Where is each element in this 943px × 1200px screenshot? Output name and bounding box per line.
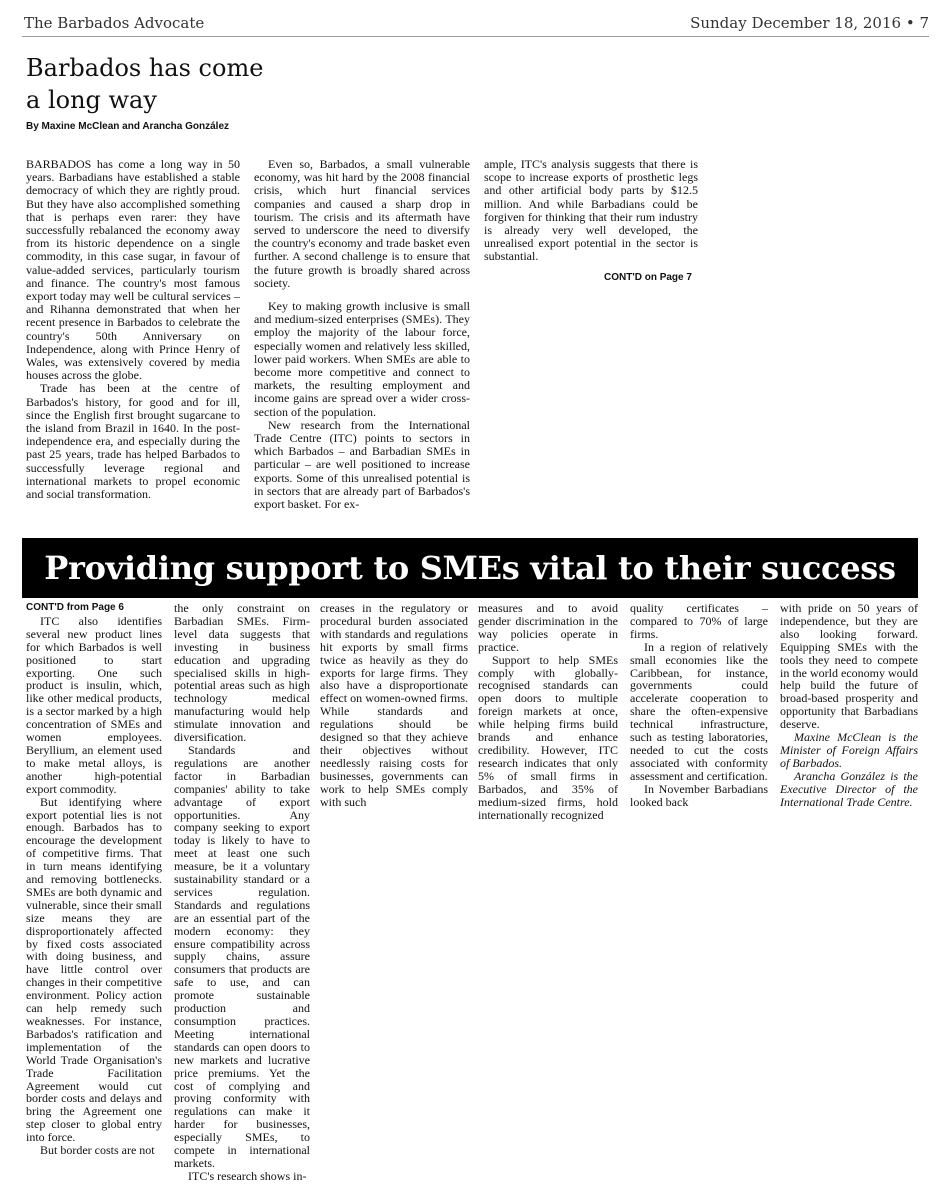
paragraph: But identifying where export potential lies is not enough. Barbados has to encourage the development of competitive firms. That in turn means identifying and removing bottlenecks. SMEs are both dynamic and vulnerable, since their small size means they are disproportionately affected by fixed costs associated with doing business, and have little control over changes in their competitive environment. Policy action can help remedy such weaknesses. For instance, Barbados's ratification and implementation of the World Trade Organisation's Trade Facilitation Agreement would cut border costs and delays and bring the Agreement one step closer to global entry into force. <box>26 794 162 1145</box>
paragraph: In a region of relatively small economies like the Caribbean, for instance, governments could accelerate cooperation to share the often-expensive technical infrastructure, such as testing laboratories, needed to cut the costs associated with conformity assessment and certification. <box>630 639 768 783</box>
paragraph: ample, ITC's analysis suggests that there is scope to increase exports of prosthetic legs and other artificial body parts by $12.5 million. And while Barbadians could be forgiven for thinking that their rum industry is already very well developed, the unrealised export potential in the sector is substantial. <box>484 157 698 264</box>
masthead <box>0 0 943 40</box>
article2-column-5 <box>630 602 768 809</box>
paragraph: with pride on 50 years of independence, but they are also looking forward. Equipping SMEs with the tools they need to compete in the world economy would help build the future of broad-based prosperity and opportunity that Barbadians deserve. <box>780 601 918 732</box>
paragraph: BARBADOS has come a long way in 50 years. Barbadians have established a stable democracy of which they are rightly proud. But they have also accomplished something that is perhaps even rarer: they have successfully rebalanced the economy away from its historic dependence on a single commodity, in this case sugar, in favour of value-added services, particularly tourism and finance. The country's most famous export today may well be cultural services – and Rihanna demonstrated that when her recent presence in Barbados to celebrate the country's 50th Anniversary on Independence, along with Prince Henry of Wales, was extensively covered by media houses across the globe. <box>26 157 240 383</box>
continued-on-note: CONT'D on Page 7 <box>604 272 692 283</box>
article1-column-3 <box>484 158 698 264</box>
banner-headline: Providing support to SMEs vital to their success <box>44 549 896 587</box>
article2-column-6 <box>780 602 918 809</box>
paragraph: New research from the International Trade Centre (ITC) points to sectors in which Barbados – and Barbadian SMEs in particular – are well positioned to increase exports. Some of this unrealised potential is in sectors that are already part of Barbados's export basket. For ex- <box>254 417 470 512</box>
paragraph: Even so, Barbados, a small vulnerable economy, was hit hard by the 2008 financial crisis, which hurt financial services companies and caused a sharp drop in tourism. The crisis and its aftermath have served to underscore the need to diversify the country's economy and trade basket even further. A second challenge is to ensure that the future growth is broadly shared across society. <box>254 157 470 290</box>
article-headline: Barbados has come a long way <box>26 54 264 114</box>
continued-from-note: CONT'D from Page 6 <box>26 602 124 613</box>
byline: By Maxine McClean and Arancha González <box>26 121 230 132</box>
paragraph: ITC's research shows in- <box>188 1168 307 1183</box>
paragraph: the only constraint on Barbadian SMEs. Firm-level data suggests that investing in business education and upgrading specialised skills in high-potential areas such as high technology medical manufacturing would help stimulate innovation and diversification. <box>174 601 310 745</box>
article2-column-4 <box>478 602 618 821</box>
article2-column-3 <box>320 602 468 809</box>
masthead-rule <box>22 36 929 37</box>
paragraph: Support to help SMEs comply with globally-recognised standards can open doors to multiple foreign markets at once, while helping firms build brands and enhance credibility. However, ITC research indicates that only 5% of small firms in Barbados, and 35% of medium-sized firms, hold internationally recognized <box>478 652 618 822</box>
article2-column-2 <box>174 602 310 1183</box>
article2-column-1 <box>26 602 162 1157</box>
paragraph: quality certificates – compared to 70% of large firms. <box>630 601 768 641</box>
article1-column-1 <box>26 158 240 501</box>
author-bio-1: Maxine McClean is the Minister of Foreign Affairs of Barbados. <box>780 730 918 770</box>
headline-banner <box>22 538 918 598</box>
paragraph: ITC also identifies several new product lines for which Barbados is well positioned to start exporting. One such product is insulin, which, like other medical products, is a sector marked by a high concentration of SMEs and women employees. Beryllium, an element used to make metal alloys, is another high-potential export commodity. <box>26 613 162 796</box>
author-bio-2: Arancha González is the Executive Director of the International Trade Centre. <box>780 768 918 809</box>
newspaper-name: The Barbados Advocate <box>24 14 205 32</box>
paragraph: Standards and regulations are another factor in Barbadian companies' ability to take advantage of export opportunities. Any company seeking to export today is likely to have to meet at least one such measure, be it a voluntary sustainability standard or a services regulation. Standards and regulations are an essential part of the modern economy: they ensure compatibility across supply chains, assure consumers that products are safe to use, and can promote sustainable production and consumption practices. Meeting international standards can open doors to new markets and lucrative price premiums. Yet the cost of complying and proving conformity with regulations can make it harder for businesses, especially SMEs, to compete in international markets. <box>174 742 310 1170</box>
paragraph: In November Barbadians looked back <box>630 781 768 809</box>
paragraph: creases in the regulatory or procedural burden associated with standards and regulations hit exports by small firms twice as heavily as they do exports for large firms. They also have a disproportionate effect on women-owned firms. While standards and regulations should be designed so that they achieve their objectives without needlessly raising costs for businesses, governments can work to help SMEs comply with such <box>320 601 468 809</box>
paragraph: measures and to avoid gender discrimination in the way policies operate in practice. <box>478 601 618 654</box>
article1-column-2 <box>254 158 470 511</box>
paragraph: But border costs are not <box>40 1143 155 1158</box>
paragraph: Key to making growth inclusive is small and medium-sized enterprises (SMEs). They employ the majority of the labour force, especially women and relatively less skilled, lower paid workers. When SMEs are able to become more competitive and connect to markets, the resulting employment and income gains are spread over a wider cross-section of the population. <box>254 299 470 419</box>
paragraph: Trade has been at the centre of Barbados's history, for good and for ill, since the English first brought sugarcane to the island from Brazil in 1640. In the post-independence era, and especially during the past 25 years, trade has helped Barbados to successfully leverage regional and international markets to propel economic and social transformation. <box>26 381 240 502</box>
dateline: Sunday December 18, 2016 • 7 <box>690 14 929 32</box>
